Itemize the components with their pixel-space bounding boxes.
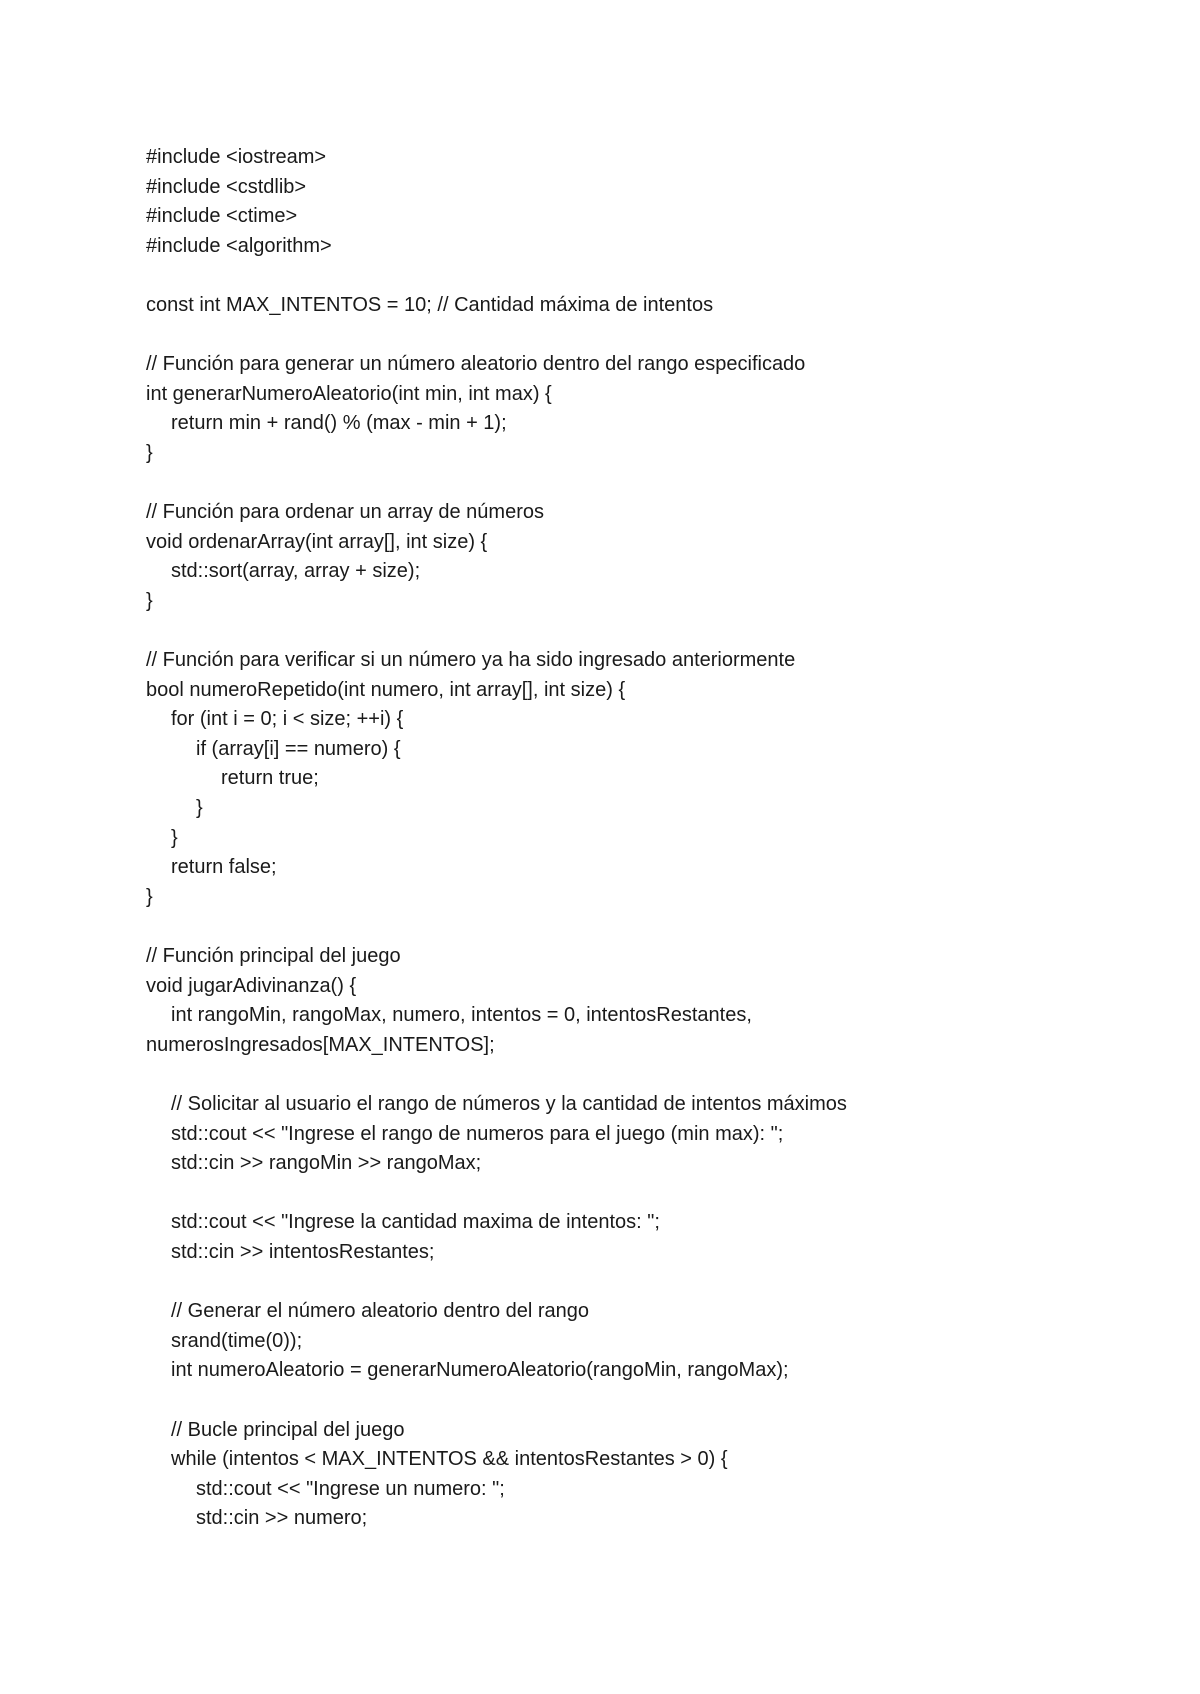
code-line: } — [196, 797, 203, 820]
code-line: void jugarAdivinanza() { — [146, 974, 357, 997]
code-line: std::cin >> rangoMin >> rangoMax; — [171, 1152, 482, 1175]
code-line: std::cin >> intentosRestantes; — [171, 1240, 435, 1263]
code-line: void ordenarArray(int array[], int size) { — [146, 530, 488, 553]
code-line: #include <cstdlib> — [146, 175, 307, 198]
code-line: if (array[i] == numero) { — [196, 737, 401, 760]
code-line: int rangoMin, rangoMax, numero, intentos = 0, intentosRestantes, — [171, 1004, 752, 1027]
code-line: // Función para ordenar un array de números — [146, 501, 544, 524]
code-line: return min + rand() % (max - min + 1); — [171, 412, 507, 435]
code-line: } — [146, 885, 153, 908]
code-line: std::cout << "Ingrese un numero: "; — [196, 1477, 505, 1500]
code-line: int numeroAleatorio = generarNumeroAleatorio(rangoMin, rangoMax); — [171, 1359, 789, 1382]
code-line: // Función para verificar si un número ya ha sido ingresado anteriormente — [146, 649, 796, 672]
code-line: numerosIngresados[MAX_INTENTOS]; — [146, 1033, 495, 1056]
code-line: #include <algorithm> — [146, 234, 332, 257]
code-line: std::cin >> numero; — [196, 1507, 368, 1530]
blank-line — [146, 1386, 1146, 1416]
code-line: srand(time(0)); — [171, 1329, 303, 1352]
blank-line — [146, 321, 1146, 351]
code-line: std::cout << "Ingrese el rango de numeros para el juego (min max): "; — [171, 1122, 784, 1145]
code-line: const int MAX_INTENTOS = 10; // Cantidad máxima de intentos — [146, 293, 714, 316]
blank-line — [146, 617, 1146, 647]
blank-line — [146, 912, 1146, 942]
blank-line — [146, 261, 1146, 291]
code-line: while (intentos < MAX_INTENTOS && intentosRestantes > 0) { — [171, 1448, 728, 1471]
code-line: } — [171, 826, 178, 849]
code-line: return false; — [171, 856, 277, 879]
code-line: std::cout << "Ingrese la cantidad maxima de intentos: "; — [171, 1211, 660, 1234]
code-line: // Generar el número aleatorio dentro del rango — [171, 1300, 590, 1323]
code-line: #include <iostream> — [146, 146, 327, 168]
code-line: // Función para generar un número aleatorio dentro del rango especificado — [146, 353, 806, 376]
code-line: // Bucle principal del juego — [171, 1418, 405, 1441]
blank-line — [146, 1179, 1146, 1209]
blank-line — [146, 1268, 1146, 1298]
code-line: std::sort(array, array + size); — [171, 560, 421, 583]
code-line: #include <ctime> — [146, 205, 298, 228]
blank-line — [146, 1060, 1146, 1090]
code-line: bool numeroRepetido(int numero, int array[], int size) { — [146, 678, 626, 701]
code-line: return true; — [221, 767, 319, 790]
code-line: } — [146, 441, 153, 464]
code-line: // Solicitar al usuario el rango de números y la cantidad de intentos máximos — [171, 1093, 847, 1115]
code-line: // Función principal del juego — [146, 945, 401, 968]
blank-line — [146, 469, 1146, 499]
code-listing — [146, 143, 1146, 1534]
code-line: } — [146, 589, 153, 612]
code-line: int generarNumeroAleatorio(int min, int max) { — [146, 382, 552, 405]
code-line: for (int i = 0; i < size; ++i) { — [171, 708, 404, 731]
